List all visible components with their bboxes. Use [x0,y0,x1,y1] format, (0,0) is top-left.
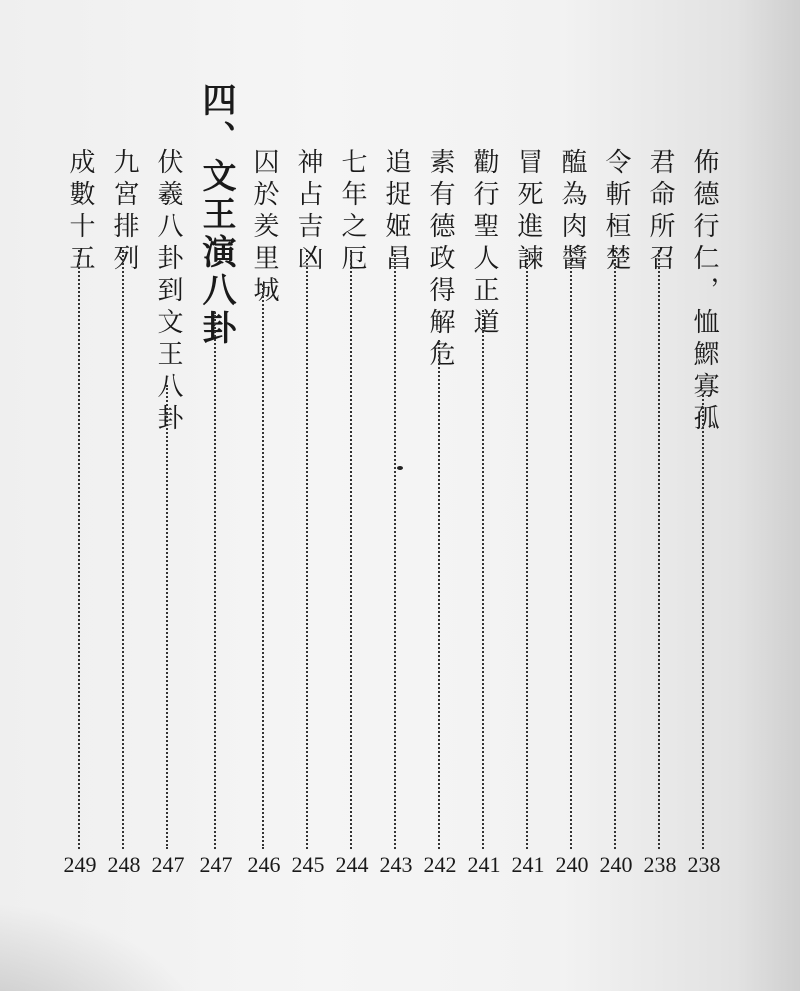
toc-entry-page: 241 [467,852,501,877]
toc-entry-title: 九宮排列 [109,148,139,276]
toc-entry [286,0,330,991]
toc-entry-title: 囚於羑里城 [249,148,279,308]
toc-leader-dots [306,250,308,849]
toc-entry-title: 追捉姬昌 [381,148,411,276]
toc-entry-page: 238 [687,852,721,877]
toc-leader-dots [350,250,352,849]
toc-entry-page: 242 [423,852,457,877]
toc-entry [682,0,726,991]
toc-entry-page: 245 [291,852,325,877]
toc-entry [374,0,418,991]
toc-entry [102,0,146,991]
toc-leader-dots [570,250,572,849]
toc-entry-page: 240 [555,852,589,877]
toc-leader-dots [166,385,168,849]
toc-chapter-title: 四、文王演八卦 [196,82,236,348]
toc-entry [58,0,102,991]
toc-entry [418,0,462,991]
toc-entry-page: 246 [247,852,281,877]
toc-chapter-page: 247 [199,852,233,877]
toc-leader-dots [438,340,440,849]
toc-leader-dots [262,285,264,849]
toc-leader-dots [482,310,484,849]
toc-entry [594,0,638,991]
toc-entry-page: 247 [151,852,185,877]
toc-leader-dots [214,312,216,849]
toc-entry-title: 素有德政得解危 [425,148,455,372]
toc-leader-dots [702,395,704,849]
toc-leader-dots [394,250,396,849]
toc-entry-title: 冒死進諫 [513,148,543,276]
toc-entry-title: 勸行聖人正道 [469,148,499,340]
toc-entry [506,0,550,991]
toc-entry [330,0,374,991]
toc-entry-title: 令斬桓楚 [601,148,631,276]
toc-entry [146,0,190,991]
toc-entry [462,0,506,991]
toc-entry [242,0,286,991]
toc-leader-dots [658,250,660,849]
toc-entry-title: 伏羲八卦到文王八卦 [153,148,183,436]
toc-entry-page: 241 [511,852,545,877]
toc-entry-title: 君命所召 [645,148,675,276]
toc-entry-title: 神占吉凶 [293,148,323,276]
toc-entry-page: 244 [335,852,369,877]
toc-entry-page: 249 [63,852,97,877]
toc-entry-page: 238 [643,852,677,877]
toc-entry [638,0,682,991]
toc-leader-dots [614,250,616,849]
toc-chapter-heading [194,0,238,991]
toc-entry [550,0,594,991]
toc-entry-title: 成數十五 [65,148,95,276]
toc-leader-dots [526,250,528,849]
ink-speck [397,466,403,470]
toc-leader-dots [78,250,80,849]
toc-entry-page: 243 [379,852,413,877]
toc-entry-title: 佈德行仁，恤鰥寡孤 [689,148,719,436]
toc-entry-title: 醢為肉醬 [557,148,587,276]
toc-entry-page: 240 [599,852,633,877]
toc-entry-page: 248 [107,852,141,877]
toc-leader-dots [122,250,124,849]
toc-entry-title: 七年之厄 [337,148,367,276]
